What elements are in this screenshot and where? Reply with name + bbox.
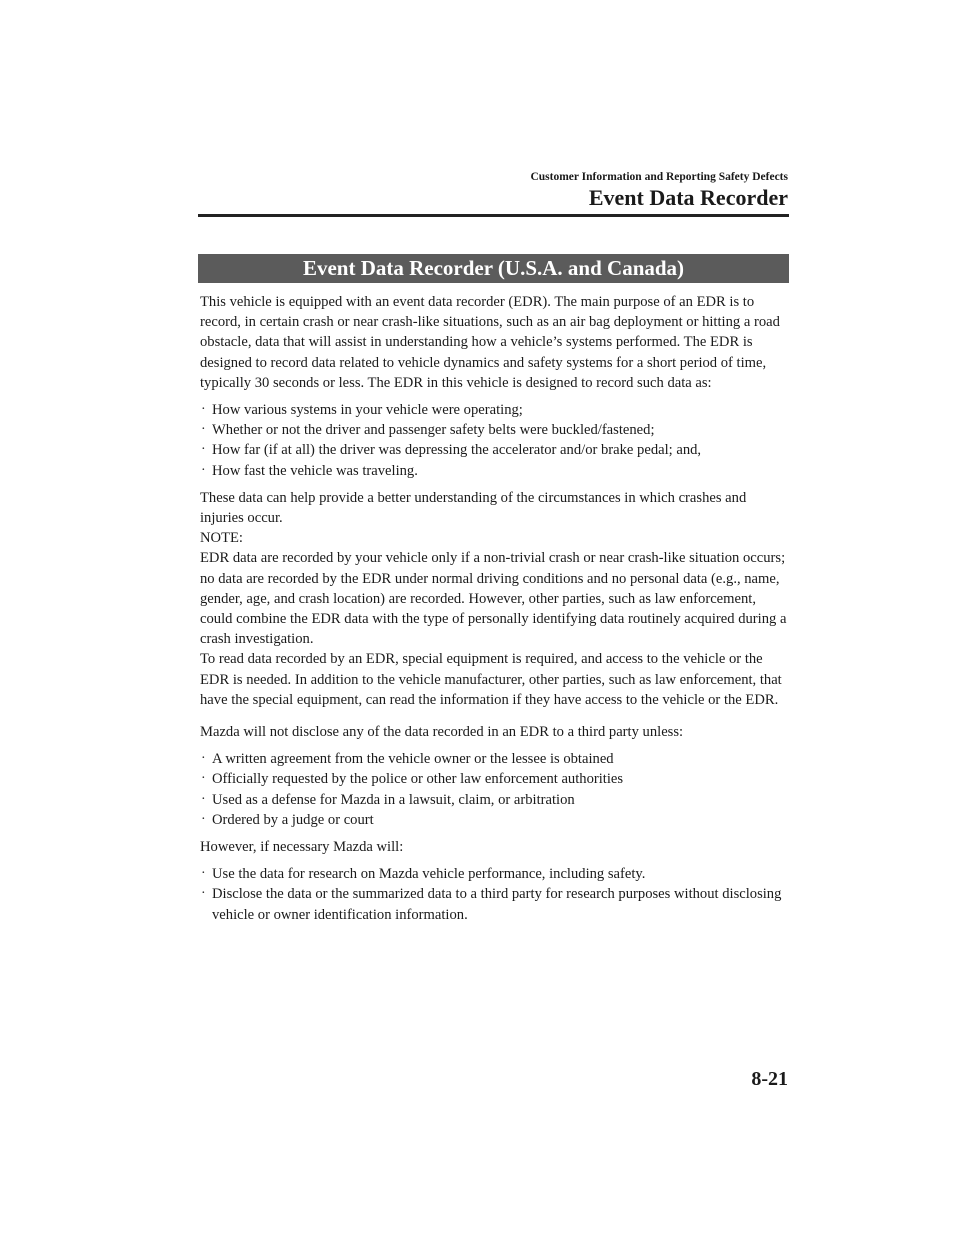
list-item: · How various systems in your vehicle were operating;	[200, 400, 792, 420]
list-item: · Disclose the data or the summarized data to a third party for research purposes without disclosing vehicle or owner identification information.	[201, 886, 782, 923]
section-title: Event Data Recorder (U.S.A. and Canada)	[302, 256, 685, 280]
note-paragraph: EDR data are recorded by your vehicle only if a non-trivial crash or near crash-like situation occurs; no data are recorded by the EDR under normal driving conditions and no personal data (e.g., name, gender, age, and crash location) are recorded. However, other parties, such as law enforcement, could combine the EDR data with the type of personally identifying data routinely acquired during a crash investigation.	[200, 550, 787, 648]
intro-paragraph: This vehicle is equipped with an event data recorder (EDR). The main purpose of an EDR is to record, in certain crash or near crash-like situations, such as an air bag deployment or hitting a road obstacle, data that will assist in understanding how a vehicle’s systems performed. The EDR is designed to record data related to vehicle dynamics and safety systems for a short period of time, typically 30 seconds or less. The EDR in this vehicle is designed to record such data as:	[200, 294, 780, 391]
understanding-paragraph: These data can help provide a better understanding of the circumstances in which crashes and injuries occur.	[200, 489, 747, 527]
header-divider	[198, 214, 789, 217]
list-item: · A written agreement from the vehicle owner or the lessee is obtained	[200, 749, 792, 769]
bullet-icon: ·	[201, 791, 206, 807]
bullet-icon: ·	[201, 886, 206, 902]
list-item: · Ordered by a judge or court	[200, 810, 792, 830]
bullet-icon: ·	[201, 811, 206, 827]
bullet-icon: ·	[201, 442, 206, 458]
list-item: · Whether or not the driver and passenger safety belts were buckled/fastened;	[200, 420, 792, 440]
however-bullet-list	[200, 864, 792, 925]
bullet-icon: ·	[201, 402, 206, 418]
however-paragraph: However, if necessary Mazda will:	[200, 839, 404, 856]
header-section: Customer Information and Reporting Safety Defects	[530, 171, 788, 183]
content-body	[200, 292, 792, 925]
bullet-icon: ·	[201, 866, 206, 882]
list-item: · Use the data for research on Mazda vehicle performance, including safety.	[200, 864, 792, 884]
disclose-bullet-list	[200, 749, 792, 830]
disclose-paragraph: Mazda will not disclose any of the data recorded in an EDR to a third party unless:	[200, 724, 684, 741]
read-paragraph: To read data recorded by an EDR, special equipment is required, and access to the vehicle or the EDR is needed. In addition to the vehicle manufacturer, other parties, such as law enforcement, that have the special equipment, can read the information if they have access to the vehicle or the EDR.	[200, 651, 782, 708]
bullet-icon: ·	[201, 422, 206, 438]
list-item: · How fast the vehicle was traveling.	[200, 461, 792, 481]
header-chapter-title: Event Data Recorder	[588, 185, 788, 210]
page-number: 8-21	[751, 1068, 788, 1090]
bullet-icon: ·	[201, 771, 206, 787]
bullet-icon: ·	[201, 462, 206, 478]
note-label: NOTE:	[200, 530, 243, 547]
list-item: · Officially requested by the police or other law enforcement authorities	[200, 769, 792, 789]
list-item: · How far (if at all) the driver was depressing the accelerator and/or brake pedal; and,	[200, 440, 792, 460]
list-item: · Used as a defense for Mazda in a lawsuit, claim, or arbitration	[200, 790, 792, 810]
bullet-icon: ·	[201, 751, 206, 767]
record-bullet-list	[200, 400, 792, 481]
section-title-bar	[198, 254, 789, 283]
